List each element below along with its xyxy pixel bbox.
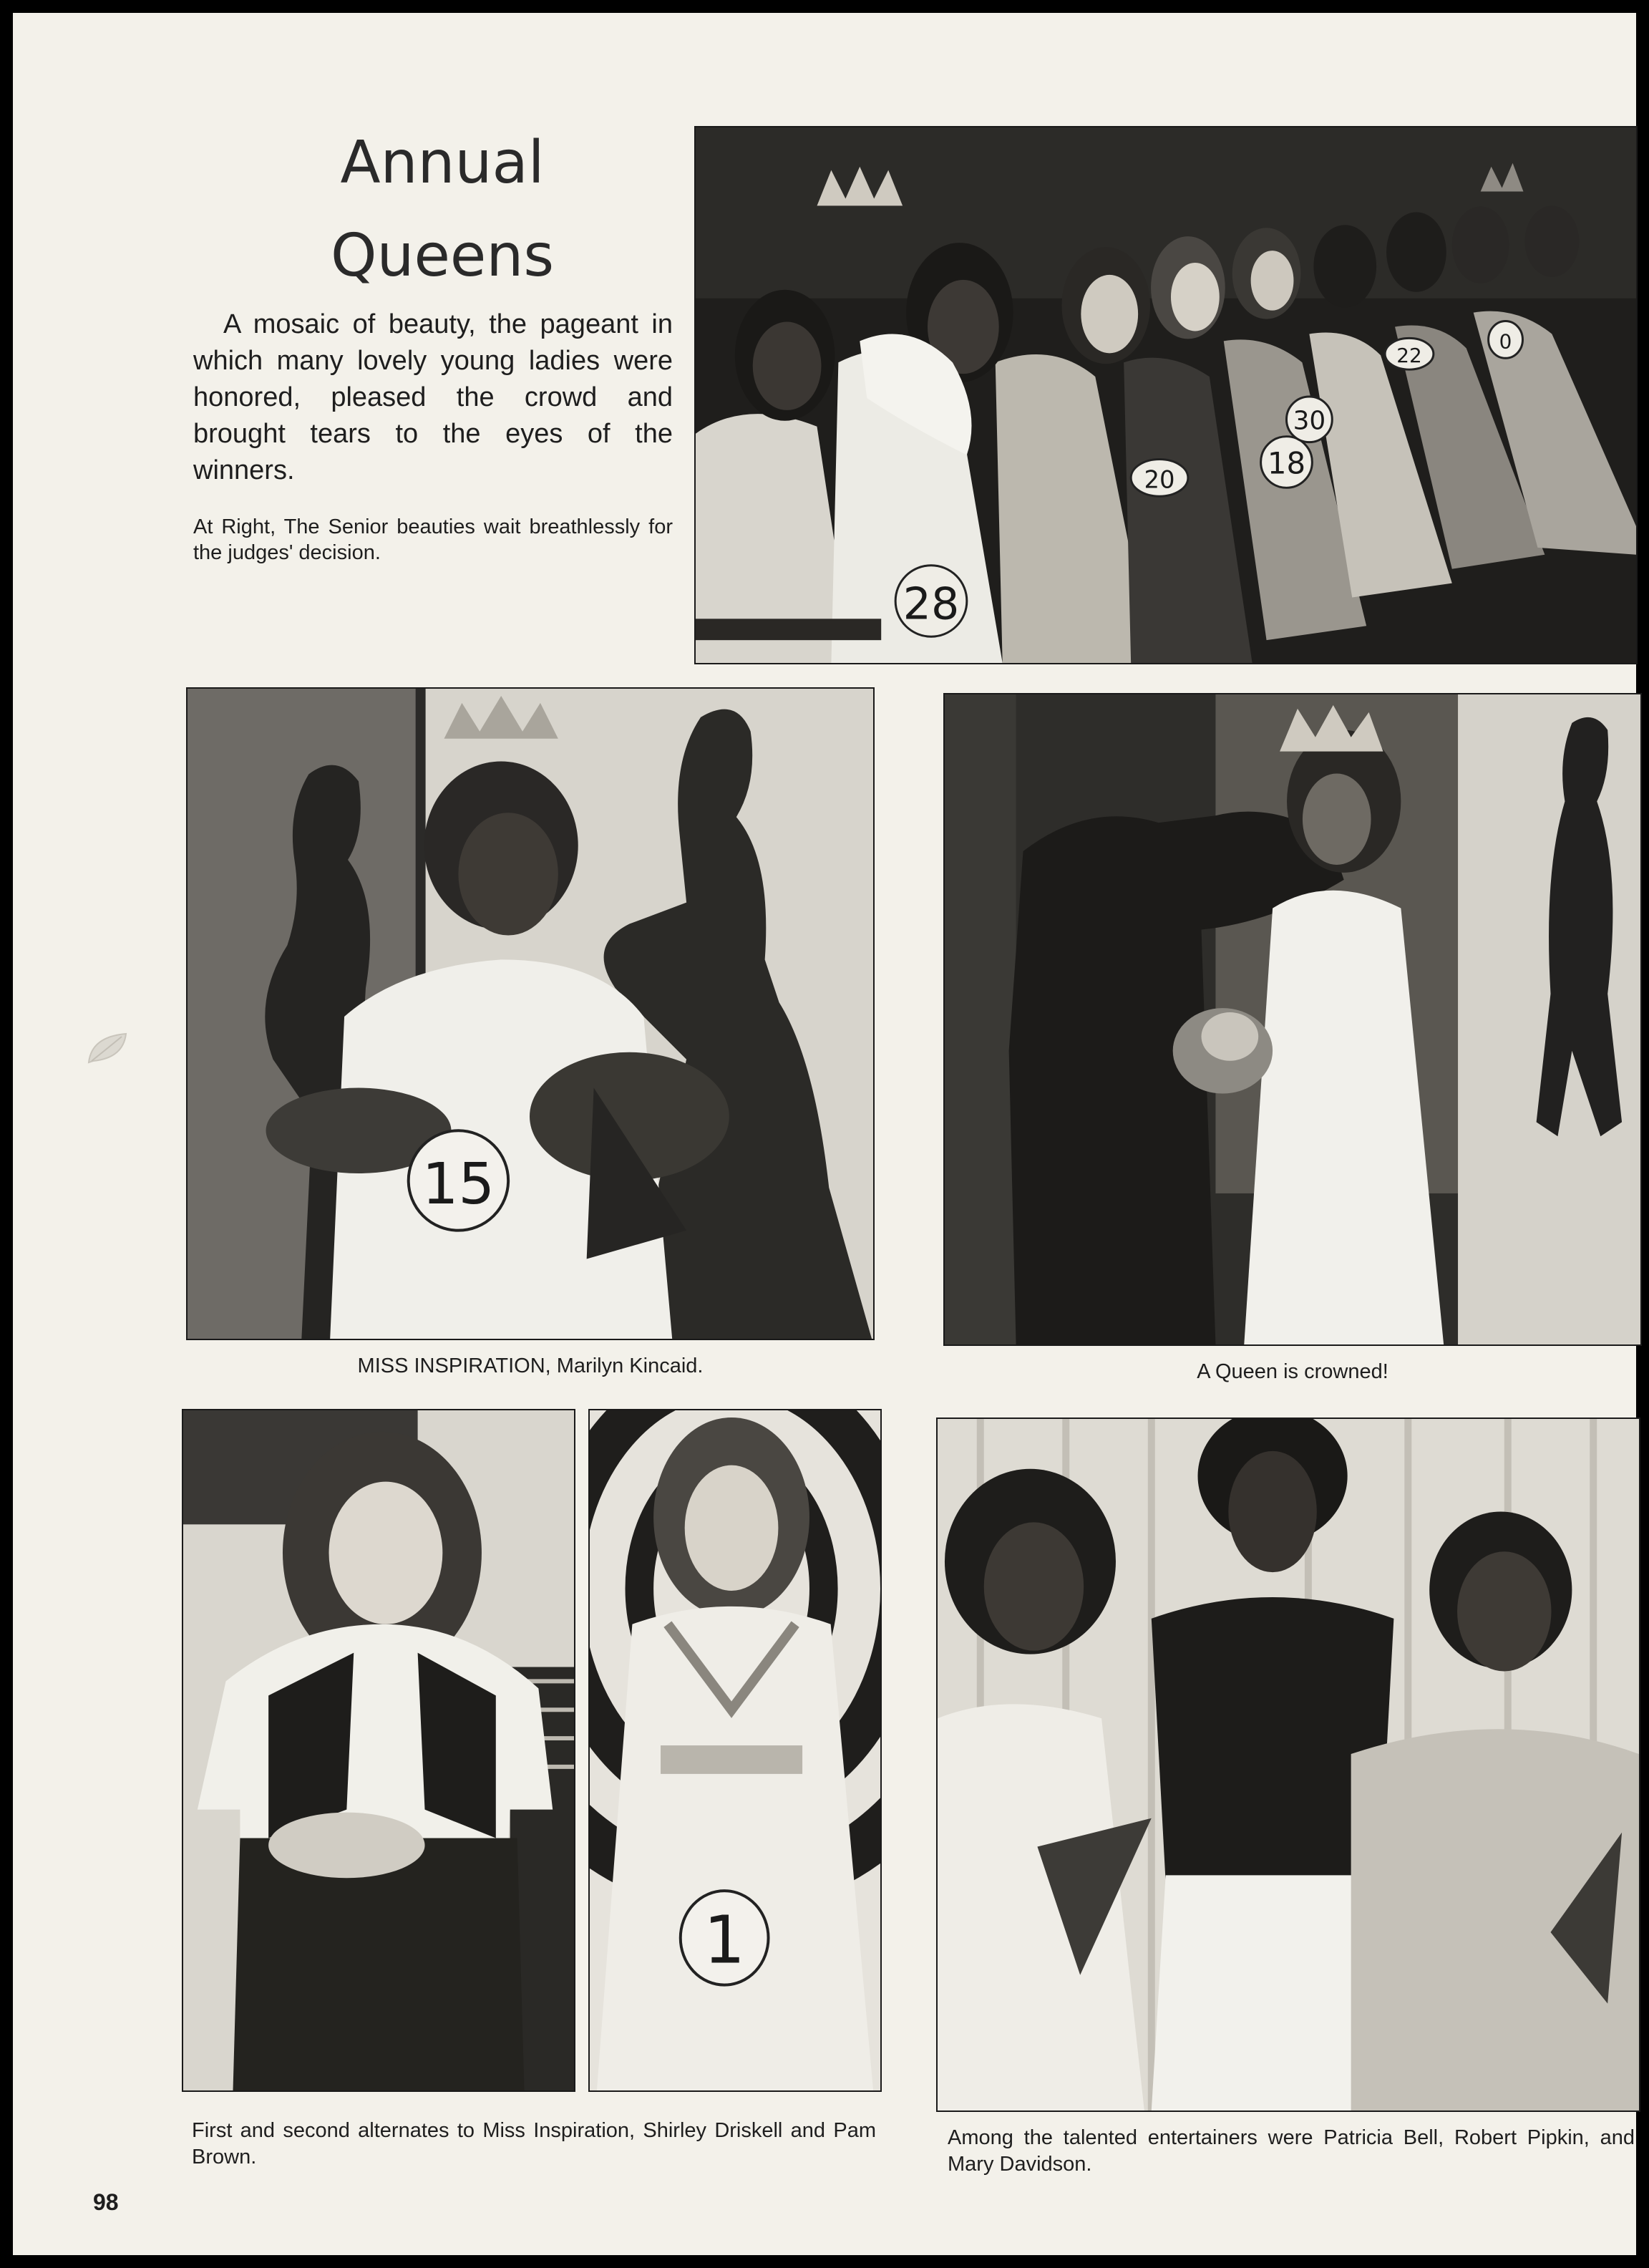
entertainers-photo	[936, 1418, 1640, 2112]
badge-number-30: 30	[1293, 406, 1326, 436]
alternates-caption: First and second alternates to Miss Inspiration, Shirley Driskell and Pam Brown.	[192, 2119, 876, 2168]
queen-crowned-image	[945, 694, 1640, 1344]
queen-crowned-caption: A Queen is crowned!	[1197, 1360, 1388, 1383]
leaf-icon	[84, 1029, 130, 1067]
number-badge	[681, 1891, 769, 1984]
badge-number-28: 28	[903, 578, 960, 630]
page-title	[285, 117, 600, 303]
number-badge	[1286, 397, 1332, 442]
badge-number-22: 22	[1396, 344, 1422, 368]
second-alternate-image	[590, 1410, 880, 2090]
number-badge	[409, 1130, 508, 1230]
senior-beauties-photo	[694, 126, 1638, 664]
title-line-2: Queens	[330, 222, 555, 290]
number-badge	[1489, 321, 1523, 359]
badge-number-0: 0	[1499, 329, 1512, 354]
first-alternate-image	[183, 1410, 574, 2090]
queen-crowned-photo	[943, 693, 1642, 1346]
second-alternate-photo	[588, 1409, 882, 2092]
number-badge	[1131, 460, 1188, 497]
badge-number-15: 15	[422, 1150, 495, 1217]
senior-beauties-caption: At Right, The Senior beauties wait breathlessly for the judges' decision.	[193, 515, 673, 564]
intro-paragraph: A mosaic of beauty, the pageant in which many lovely young ladies were honored, pleased the crowd and brought tears to the eyes of the winners.	[193, 309, 673, 485]
number-badge	[1385, 338, 1434, 369]
number-badge	[895, 566, 967, 636]
first-alternate-photo	[182, 1409, 575, 2092]
title-line-1: Annual	[340, 129, 545, 197]
badge-number-1: 1	[704, 1901, 746, 1979]
miss-inspiration-photo	[186, 687, 875, 1340]
number-badge	[1261, 437, 1313, 488]
badge-number-18: 18	[1267, 445, 1306, 481]
badge-number-20: 20	[1144, 465, 1175, 494]
yearbook-page	[13, 13, 1636, 2255]
miss-inspiration-image	[188, 689, 873, 1339]
miss-inspiration-caption: MISS INSPIRATION, Marilyn Kincaid.	[357, 1354, 704, 1377]
senior-beauties-image	[696, 127, 1636, 663]
page-number: 98	[93, 2189, 119, 2215]
entertainers-image	[938, 1419, 1639, 2110]
entertainers-caption: Among the talented entertainers were Patricia Bell, Robert Pipkin, and Mary Davidson.	[948, 2126, 1635, 2176]
